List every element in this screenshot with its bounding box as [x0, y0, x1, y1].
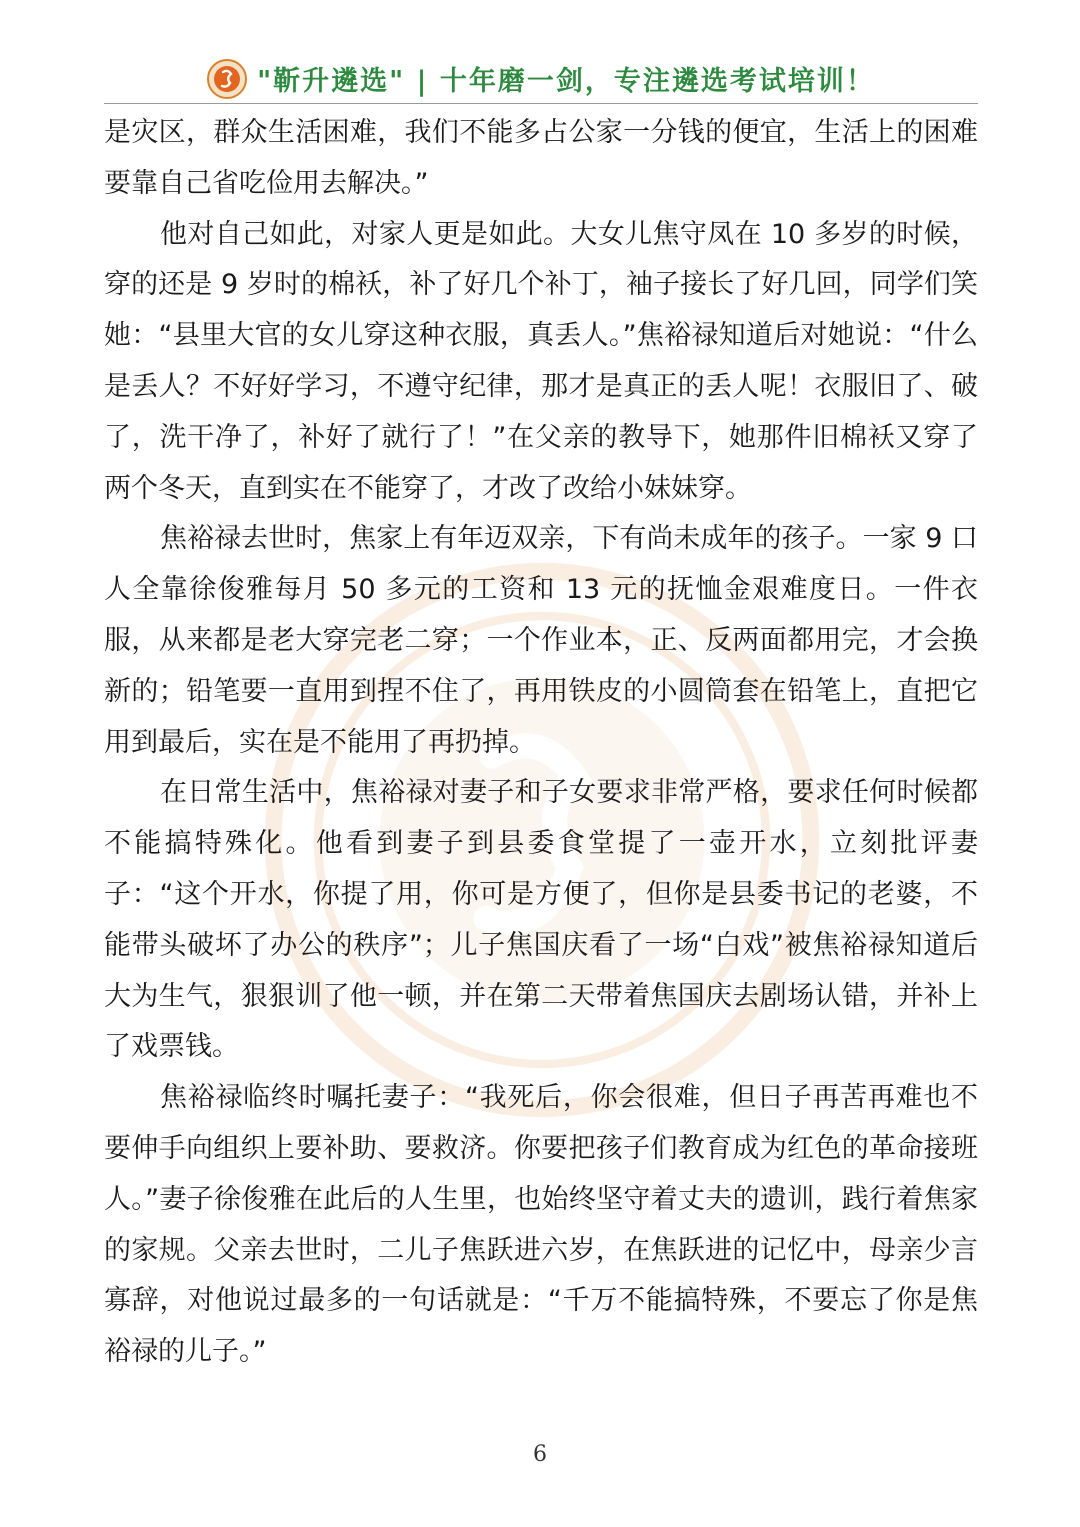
header-banner-text: "靳升遴选" | 十年磨一剑，专注遴选考试培训！ [257, 66, 875, 97]
page-header [104, 54, 978, 104]
paragraph: 他对自己如此，对家人更是如此。大女儿焦守凤在 10 多岁的时候，穿的还是 9 岁时的棉袄，补了好几个补丁，袖子接长了好几回，同学们笑她：“县里大官的女儿穿这种衣服，真丢人。”焦裕禄知道后对她说：“什么是丢人？不好好学习，不遵守纪律，那才是真正的丢人呢！衣服旧了、破了，洗干净了，补好了就行了！”在父亲的教导下，她那件旧棉袄又穿了两个冬天，直到实在不能穿了，才改了改给小妹妹穿。 [104, 218, 978, 504]
institution-seal-logo-icon [207, 59, 247, 99]
paragraph: 焦裕禄去世时，焦家上有年迈双亲，下有尚未成年的孩子。一家 9 口人全靠徐俊雅每月 50 多元的工资和 13 元的抚恤金艰难度日。一件衣服，从来都是老大穿完老二穿；一个作业本，正、反两面都用完，才会换新的；铅笔要一直用到捏不住了，再用铁皮的小圆筒套在铅笔上，直把它用到最后，实在是不能用了再扔掉。 [104, 523, 978, 758]
paragraph: 在日常生活中，焦裕禄对妻子和子女要求非常严格，要求任何时候都不能搞特殊化。他看到妻子到县委食堂提了一壶开水，立刻批评妻子：“这个开水，你提了用，你可是方便了，但你是县委书记的老婆，不能带头破坏了办公的秩序”；儿子焦国庆看了一场“白戏”被焦裕禄知道后大为生气，狠狠训了他一顿，并在第二天带着焦国庆去剧场认错，并补上了戏票钱。 [104, 777, 978, 1063]
page-number: 6 [533, 1442, 547, 1467]
document-body [104, 108, 978, 1378]
paragraph: 焦裕禄临终时嘱托妻子：“我死后，你会很难，但日子再苦再难也不要伸手向组织上要补助、要救济。你要把孩子们教育成为红色的革命接班人。”妻子徐俊雅在此后的人生里，也始终坚守着丈夫的遗训，践行着焦家的家规。父亲去世时，二儿子焦跃进六岁，在焦跃进的记忆中，母亲少言寡辞，对他说过最多的一句话就是：“千万不能搞特殊，不要忘了你是焦裕禄的儿子。” [104, 1082, 978, 1368]
paragraph: 是灾区，群众生活困难，我们不能多占公家一分钱的便宜，生活上的困难要靠自己省吃俭用去解决。” [104, 117, 978, 199]
